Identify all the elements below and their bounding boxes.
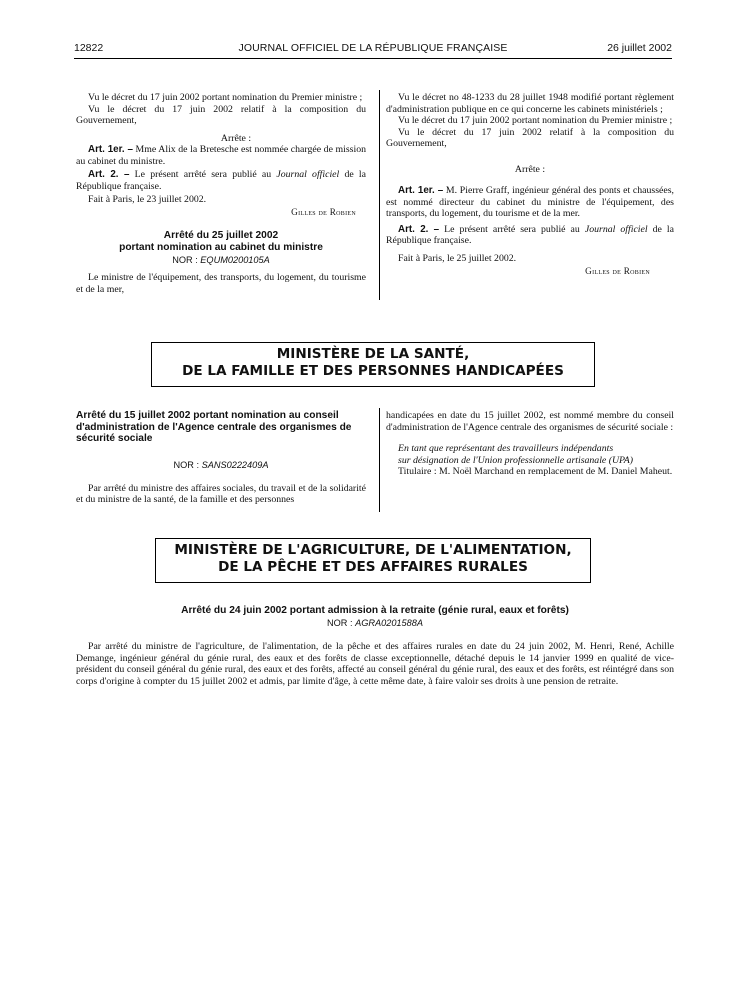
running-header xyxy=(74,42,672,56)
signature: Gilles de Robien xyxy=(585,266,650,276)
titulaire-line: Titulaire : M. Noël Marchand en remplacement de M. Daniel Maheut. xyxy=(398,466,673,477)
journal-title: JOURNAL OFFICIEL DE LA RÉPUBLIQUE FRANÇAISE xyxy=(238,42,508,54)
article-paragraph xyxy=(76,169,366,192)
decision-paragraph: handicapées en date du 15 juillet 2002, est nommé membre du conseil d'administration de l'Agence centrale des organismes de sécurité sociale : xyxy=(386,410,674,433)
page-number: 12822 xyxy=(74,42,104,54)
qualite-line: sur désignation de l'Union professionnelle artisanale (UPA) xyxy=(398,454,634,466)
article-text: de la République française. xyxy=(386,223,674,246)
nor-reference xyxy=(76,254,366,266)
arrete-title-line: Arrêté du 25 juillet 2002 xyxy=(163,230,279,241)
column-separator xyxy=(379,408,380,512)
article-label: Art. 1er. – xyxy=(398,185,444,196)
article-text: Le présent arrêté sera publié au xyxy=(129,169,277,180)
arrete-title-line: portant nomination au cabinet du ministre xyxy=(119,242,323,253)
nor-code: SANS0222409A xyxy=(201,459,269,470)
section2-left-column xyxy=(76,410,366,506)
visa-paragraph: Vu le décret du 17 juin 2002 portant nomination du Premier ministre ; xyxy=(88,92,363,103)
visa-paragraph: Vu le décret du 17 juin 2002 relatif à la composition du Gouvernement, xyxy=(386,126,674,149)
minister-intro: Le ministre de l'équipement, des transports, du logement, du tourisme et de la mer, xyxy=(76,272,366,295)
article-label: Art. 2. – xyxy=(88,169,130,180)
issue-date: 26 juillet 2002 xyxy=(607,42,672,54)
place-date: Fait à Paris, le 23 juillet 2002. xyxy=(88,194,207,205)
section1-left-column xyxy=(76,92,366,295)
ministry-header-sante xyxy=(151,342,595,387)
decision-paragraph: Par arrêté du ministre des affaires sociales, du travail et de la solidarité et du ministre de la santé, de la famille et des personnes xyxy=(76,482,366,505)
section3 xyxy=(76,605,674,687)
visa-paragraph: Vu le décret du 17 juin 2002 portant nomination du Premier ministre ; xyxy=(398,115,673,126)
decision-paragraph: Par arrêté du ministre de l'agriculture, de l'alimentation, de la pêche et des affaires rurales en date du 24 juin 2002, M. Henri, René, Achille Demange, ingénieur général du génie rural, des eaux et des forêts de classe exceptionnelle, détaché depuis le 14 janvier 1999 en qualité de vice-président du conseil général du génie rural, des eaux et des forêts, affecté au conseil général du génie rural, des eaux et des forêts, est réintégré dans son corps d'origine à compter du 15 juillet 2002 et admis, par limite d'âge, à cette même date, à faire valoir ses droits à une pension de retraite. xyxy=(76,641,674,687)
nor-code: EQUM0200105A xyxy=(200,255,270,265)
ministry-header-agriculture xyxy=(155,538,591,583)
place-date: Fait à Paris, le 25 juillet 2002. xyxy=(398,252,517,264)
article-paragraph xyxy=(386,185,674,220)
section2-right-column xyxy=(386,410,674,478)
ministry-title-line: MINISTÈRE DE L'AGRICULTURE, DE L'ALIMENTATION, xyxy=(174,542,572,558)
ministry-title-line: MINISTÈRE DE LA SANTÉ, xyxy=(276,346,470,362)
nor-code: AGRA0201588A xyxy=(355,618,423,628)
section1-right-column xyxy=(386,92,674,278)
arrete-label: Arrête : xyxy=(220,132,252,144)
column-separator xyxy=(379,90,380,300)
article-label: Art. 1er. – xyxy=(88,144,133,155)
nor-label: NOR : xyxy=(326,618,356,628)
article-paragraph xyxy=(386,224,674,247)
article-text: Mme Alix de la Bretesche est nommée chargée de mission au cabinet du ministre. xyxy=(76,144,366,167)
ministry-title-line: DE LA FAMILLE ET DES PERSONNES HANDICAPÉES xyxy=(182,363,564,379)
journal-name: Journal officiel xyxy=(584,223,648,235)
article-text: M. Pierre Graff, ingénieur général des ponts et chaussées, est nommé directeur du cabinet du ministre de l'équipement, des transports, du logement, du tourisme et de la mer. xyxy=(386,185,674,219)
arrete-title xyxy=(76,230,366,254)
visa-paragraph: Vu le décret du 17 juin 2002 relatif à la composition du Gouvernement, xyxy=(76,103,366,126)
nor-reference xyxy=(76,459,366,471)
journal-name: Journal officiel xyxy=(276,169,340,180)
article-text: de la République française. xyxy=(76,169,367,192)
ministry-title-line: DE LA PÊCHE ET DES AFFAIRES RURALES xyxy=(218,559,528,575)
nor-label: NOR : xyxy=(173,459,202,470)
article-text: Le présent arrêté sera publié au xyxy=(439,223,585,235)
visa-paragraph: Vu le décret no 48-1233 du 28 juillet 1948 modifié portant règlement d'administration publique en ce qui concerne les cabinets ministériels ; xyxy=(386,92,674,115)
header-rule xyxy=(74,58,672,59)
article-label: Art. 2. – xyxy=(398,223,440,235)
article-paragraph xyxy=(76,144,366,167)
arrete-title: Arrêté du 15 juillet 2002 portant nomination au conseil d'administration de l'Agence centrale des organismes de sécurité sociale xyxy=(76,410,352,444)
signature: Gilles de Robien xyxy=(291,206,356,217)
qualite-line: En tant que représentant des travailleurs indépendants xyxy=(398,443,614,454)
arrete-label: Arrête : xyxy=(514,163,546,175)
nor-label: NOR : xyxy=(172,255,201,265)
arrete-title: Arrêté du 24 juin 2002 portant admission à la retraite (génie rural, eaux et forêts) xyxy=(181,605,569,616)
nor-reference xyxy=(76,617,674,629)
